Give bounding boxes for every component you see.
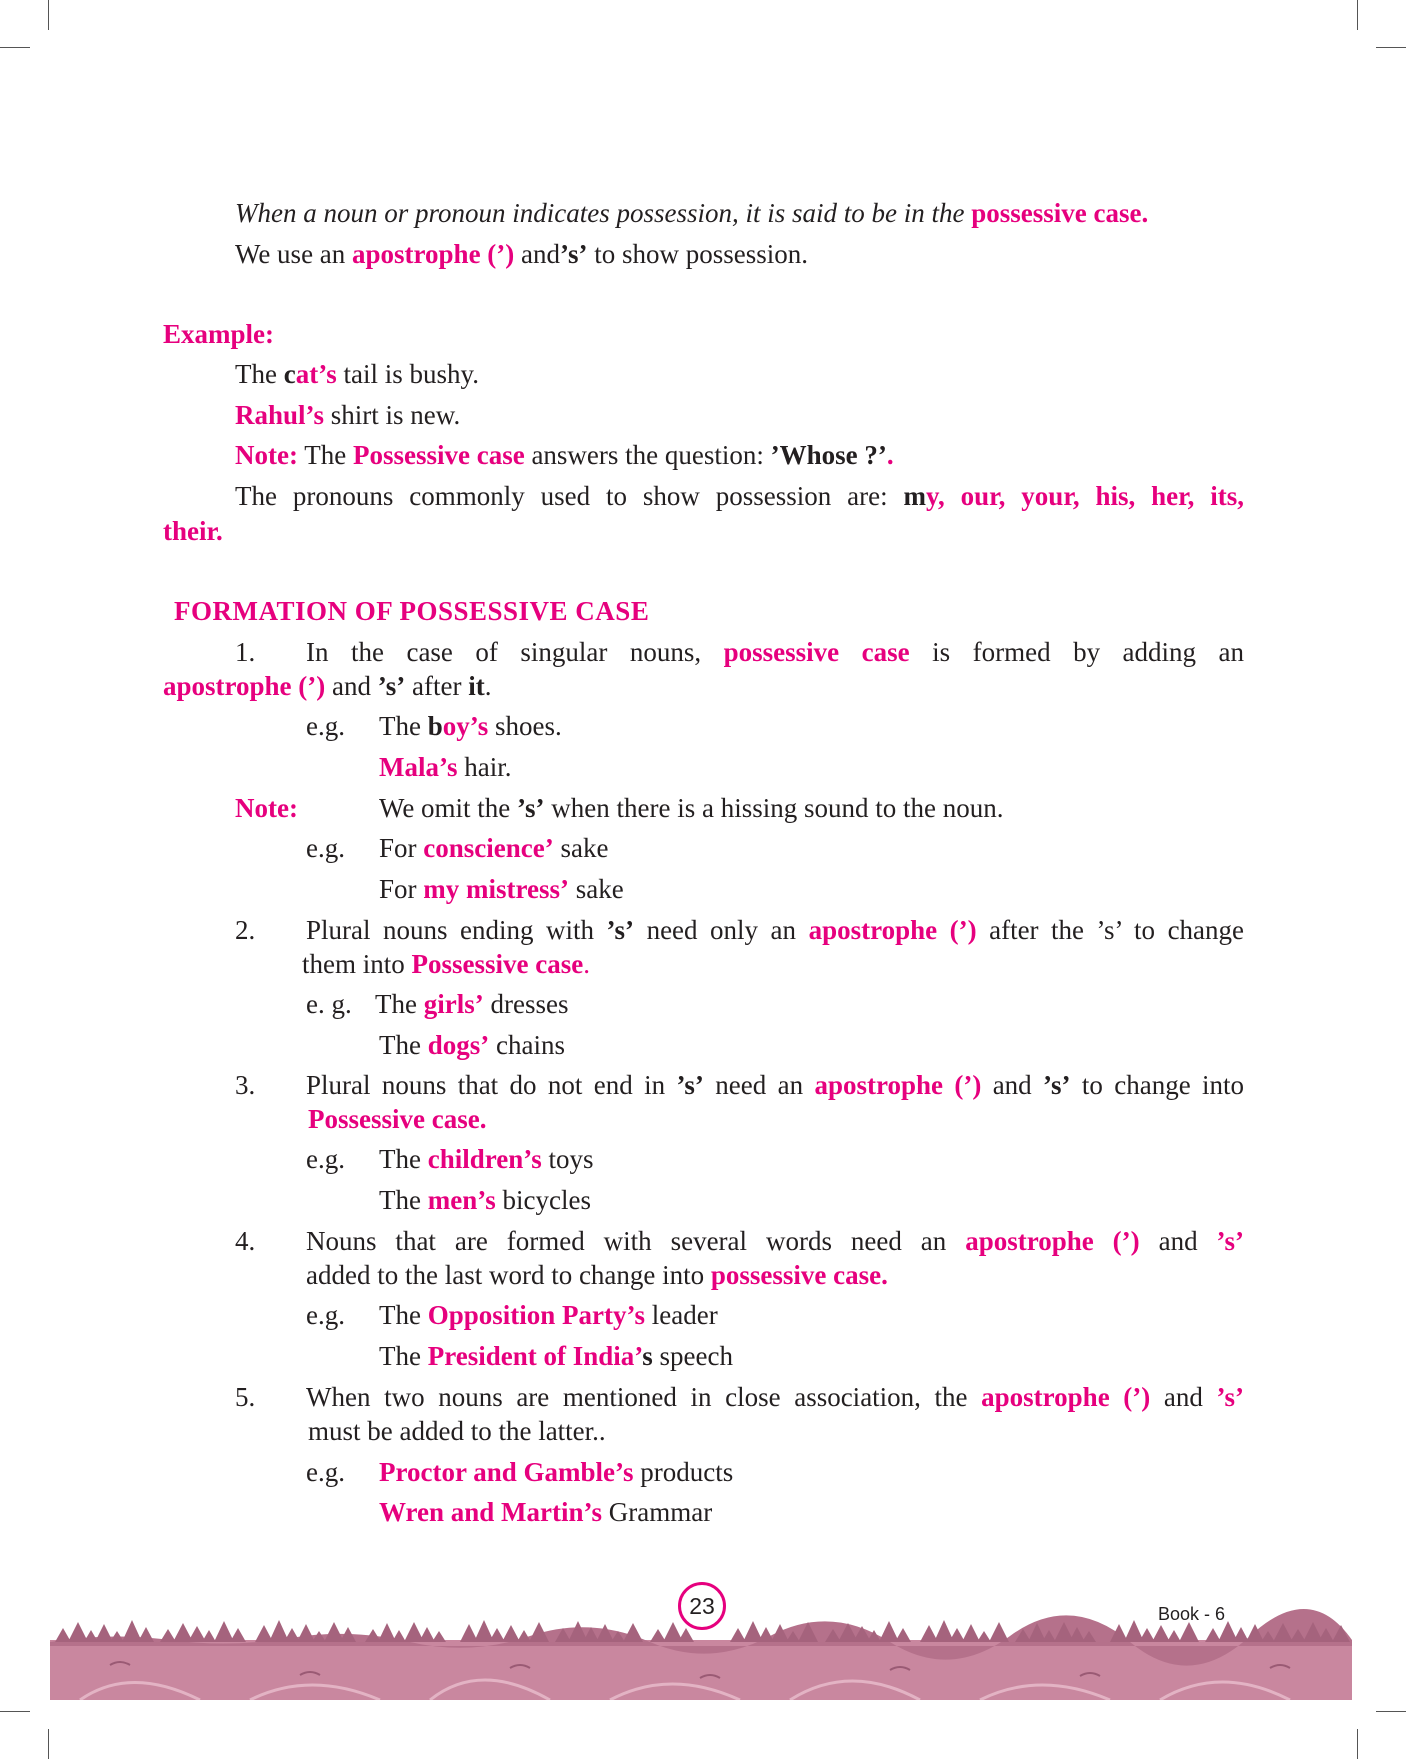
text: shoes. <box>495 711 562 741</box>
highlight: conscience’ <box>423 833 554 863</box>
rule-1-line <box>306 635 1244 669</box>
highlight: President of India’ <box>427 1341 643 1371</box>
highlight: children’s <box>427 1144 542 1174</box>
text: after the ’s’ to change <box>989 915 1245 945</box>
text: tail is bushy. <box>343 359 479 389</box>
bold-text: ’Whose ?’ <box>770 440 887 470</box>
usage-line <box>235 237 808 271</box>
eg-label: e.g. <box>306 1300 345 1330</box>
note-example-2 <box>379 872 624 906</box>
text: and <box>521 239 561 269</box>
text: Plural nouns ending with <box>306 915 595 945</box>
text: We use an <box>235 239 346 269</box>
rule-1-example-2 <box>379 750 511 784</box>
rule-3-line <box>306 1068 1244 1102</box>
bold-text: ’s’ <box>517 793 545 823</box>
rule-4-line <box>306 1224 1244 1258</box>
rule-5-example-2 <box>379 1495 712 1529</box>
pronouns-line-end: their. <box>163 516 223 546</box>
text: answers the question: <box>531 440 764 470</box>
bold-text: it <box>468 671 485 701</box>
rule-3-line-2: Possessive case. <box>308 1104 487 1134</box>
text: need only an <box>646 915 797 945</box>
example-line-1 <box>235 357 479 391</box>
note-label: Note: <box>235 440 298 470</box>
text: is formed by adding an <box>932 637 1245 667</box>
highlight: Possessive case <box>411 949 584 979</box>
highlight: possessive case <box>723 637 910 667</box>
highlight: at’s <box>295 359 337 389</box>
bold-text: b <box>427 711 443 741</box>
text: We omit the <box>379 793 511 823</box>
text: and <box>1158 1226 1198 1256</box>
eg-label: e.g. <box>306 711 345 741</box>
rule-5-number: 5. <box>235 1382 256 1412</box>
text: The <box>375 989 417 1019</box>
crop-mark <box>0 1711 30 1712</box>
highlight: Proctor and Gamble’s <box>379 1457 634 1487</box>
highlight: y, our, your, his, her, its, <box>926 481 1245 511</box>
text: need an <box>715 1070 804 1100</box>
rule-2-line <box>306 913 1244 947</box>
eg-label: e.g. <box>306 833 345 863</box>
crop-mark <box>1357 0 1358 30</box>
text: to show possession. <box>594 239 809 269</box>
rule-2-example-2 <box>379 1028 565 1062</box>
highlight: apostrophe (’) <box>808 915 977 945</box>
rule-5-line-2: must be added to the latter.. <box>308 1416 606 1446</box>
text: sake <box>560 833 609 863</box>
highlight: . <box>886 440 894 470</box>
text: and <box>332 671 371 701</box>
text: hair. <box>464 752 512 782</box>
text: and <box>1163 1382 1203 1412</box>
highlight: Possessive case <box>352 440 525 470</box>
text: . <box>484 671 492 701</box>
example-line-2 <box>235 398 460 432</box>
definition-line <box>235 196 1148 230</box>
text: speech <box>659 1341 733 1371</box>
text: chains <box>496 1030 565 1060</box>
text: The <box>379 1185 421 1215</box>
highlight: Wren and Martin’s <box>379 1497 603 1527</box>
text: The <box>379 1030 421 1060</box>
text: them into <box>302 949 405 979</box>
text: For <box>379 833 417 863</box>
text: The <box>304 440 347 470</box>
eg-label: e. g. <box>306 989 352 1019</box>
book-label: Book - 6 <box>1158 1604 1226 1624</box>
note-line <box>235 438 894 472</box>
text: leader <box>651 1300 718 1330</box>
rule-2-line-2 <box>302 947 590 981</box>
text: dresses <box>490 989 569 1019</box>
example-label: Example: <box>163 319 274 349</box>
rule-4-example-1 <box>379 1298 718 1332</box>
text: Plural nouns that do not end in <box>306 1070 666 1100</box>
highlight: apostrophe (’) <box>965 1226 1140 1256</box>
crop-mark <box>0 47 30 48</box>
highlight: apostrophe (’) <box>981 1382 1151 1412</box>
text: when there is a hissing sound to the noun. <box>551 793 1004 823</box>
bold-text: c <box>283 359 296 389</box>
highlight: ’s’ <box>1216 1382 1245 1412</box>
highlight: Opposition Party’s <box>427 1300 645 1330</box>
bold-text: ’s’ <box>560 239 588 269</box>
pronouns-line <box>235 479 1244 513</box>
bold-text: m <box>903 481 927 511</box>
highlight: dogs’ <box>427 1030 490 1060</box>
page-number-badge: 23 <box>678 1582 726 1630</box>
rule-4-line-2 <box>306 1258 888 1292</box>
highlight: apostrophe (’) <box>163 671 326 701</box>
bold-text: ’s’ <box>606 915 635 945</box>
text: The <box>379 1341 421 1371</box>
text: Grammar <box>608 1497 713 1527</box>
term-possessive-case: possessive case. <box>971 198 1149 228</box>
text: bicycles <box>502 1185 591 1215</box>
crop-mark <box>48 1729 49 1759</box>
text: products <box>640 1457 734 1487</box>
text: In the case of singular nouns, <box>306 637 702 667</box>
eg-label: e.g. <box>306 1457 345 1487</box>
rule-4-number: 4. <box>235 1226 256 1256</box>
highlight: Mala’s <box>379 752 458 782</box>
text: added to the last word to change into <box>306 1260 705 1290</box>
text: When two nouns are mentioned in close association, the <box>306 1382 968 1412</box>
text: and <box>992 1070 1032 1100</box>
text: The <box>379 1144 421 1174</box>
text: toys <box>548 1144 594 1174</box>
rule-5-example-1 <box>379 1455 733 1489</box>
highlight: oy’s <box>442 711 489 741</box>
bold-text: s <box>642 1341 653 1371</box>
highlight: . <box>583 949 590 979</box>
text: For <box>379 874 417 904</box>
text: The <box>379 711 421 741</box>
highlight: Rahul’s <box>235 400 325 430</box>
definition-text: When a noun or pronoun indicates possession, it is said to be in the <box>235 198 965 228</box>
text: The <box>379 1300 421 1330</box>
rule-5-line <box>306 1380 1244 1414</box>
rule-3-example-1 <box>379 1142 594 1176</box>
crop-mark <box>1376 47 1406 48</box>
highlight: my mistress’ <box>423 874 569 904</box>
text: Nouns that are formed with several words need an <box>306 1226 947 1256</box>
bold-text: ’s’ <box>676 1070 704 1100</box>
text: The pronouns commonly used to show possession are: <box>235 481 888 511</box>
text: The <box>235 359 277 389</box>
text: after <box>412 671 462 701</box>
rule-2-example-1 <box>375 987 568 1021</box>
rule-1-example-1 <box>379 709 562 743</box>
crop-mark <box>48 0 49 30</box>
text: sake <box>575 874 624 904</box>
highlight: ’s’ <box>1216 1226 1245 1256</box>
rule-2-number: 2. <box>235 915 256 945</box>
eg-label: e.g. <box>306 1144 345 1174</box>
text: shirt is new. <box>330 400 461 430</box>
crop-mark <box>1357 1729 1358 1759</box>
bold-text: ’s’ <box>377 671 406 701</box>
rule-4-example-2 <box>379 1339 733 1373</box>
text: to change into <box>1081 1070 1245 1100</box>
note-line <box>379 791 1004 825</box>
rule-1-line-2 <box>163 669 491 703</box>
rule-1-number: 1. <box>235 637 256 667</box>
bold-text: ’s’ <box>1043 1070 1071 1100</box>
note-example-1 <box>379 831 608 865</box>
highlight: men’s <box>427 1185 496 1215</box>
highlight: apostrophe (’) <box>352 239 515 269</box>
highlight: apostrophe (’) <box>814 1070 982 1100</box>
note-label: Note: <box>235 793 298 823</box>
highlight: girls’ <box>423 989 484 1019</box>
crop-mark <box>1376 1711 1406 1712</box>
highlight: possessive case. <box>710 1260 888 1290</box>
rule-3-number: 3. <box>235 1070 256 1100</box>
rule-3-example-2 <box>379 1183 591 1217</box>
section-heading: FORMATION OF POSSESSIVE CASE <box>174 596 650 626</box>
